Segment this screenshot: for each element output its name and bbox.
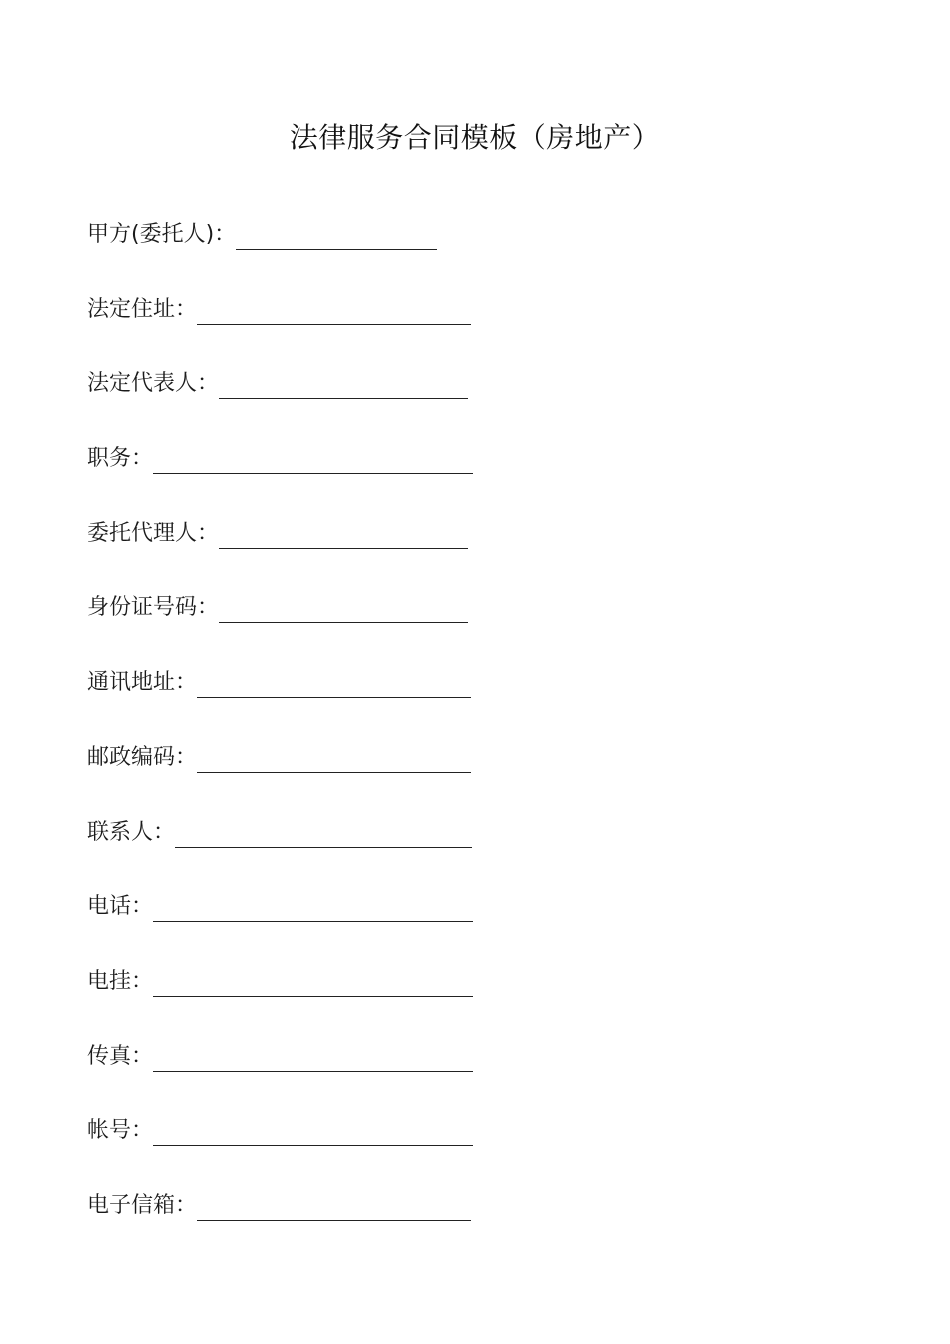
field-position [87,442,507,517]
telegraph-input-line[interactable] [153,970,473,997]
field-email [87,1189,507,1264]
field-label: 委托代理人： [87,520,220,546]
field-label: 电挂： [87,968,154,994]
email-input-line[interactable] [197,1194,471,1221]
postal-code-input-line[interactable] [197,746,471,773]
field-label: 传真： [87,1043,154,1069]
id-number-input-line[interactable] [219,596,468,623]
field-label: 通讯地址： [87,670,198,696]
fax-input-line[interactable] [153,1045,473,1072]
field-label: 电话： [87,894,154,920]
field-postal-code [87,741,507,816]
party-a-input-line[interactable] [236,223,437,250]
field-label: 帐号： [87,1118,154,1144]
field-label: 法定住址： [87,296,198,322]
field-telegraph [87,965,507,1040]
field-label: 法定代表人： [87,371,220,397]
field-legal-representative [87,367,507,442]
account-input-line[interactable] [153,1119,473,1146]
document-title: 法律服务合同模板（房地产） [289,121,661,154]
legal-representative-input-line[interactable] [219,372,468,399]
field-mailing-address [87,666,507,741]
legal-address-input-line[interactable] [197,298,471,325]
agent-input-line[interactable] [219,522,468,549]
party-a-form [87,218,507,1264]
field-label: 身份证号码： [87,595,220,621]
field-fax [87,1040,507,1115]
field-agent [87,517,507,592]
field-account [87,1114,507,1189]
field-label: 电子信箱： [87,1192,198,1218]
field-phone [87,890,507,965]
position-input-line[interactable] [153,447,473,474]
mailing-address-input-line[interactable] [197,671,471,698]
field-label: 甲方(委托人)： [87,222,237,247]
field-label: 职务： [87,446,154,472]
field-party-a [87,218,507,293]
field-label: 联系人： [87,819,176,845]
contact-input-line[interactable] [175,821,472,848]
phone-input-line[interactable] [153,895,473,922]
field-label: 邮政编码： [87,744,198,770]
field-legal-address [87,293,507,368]
field-id-number [87,591,507,666]
field-contact [87,816,507,891]
